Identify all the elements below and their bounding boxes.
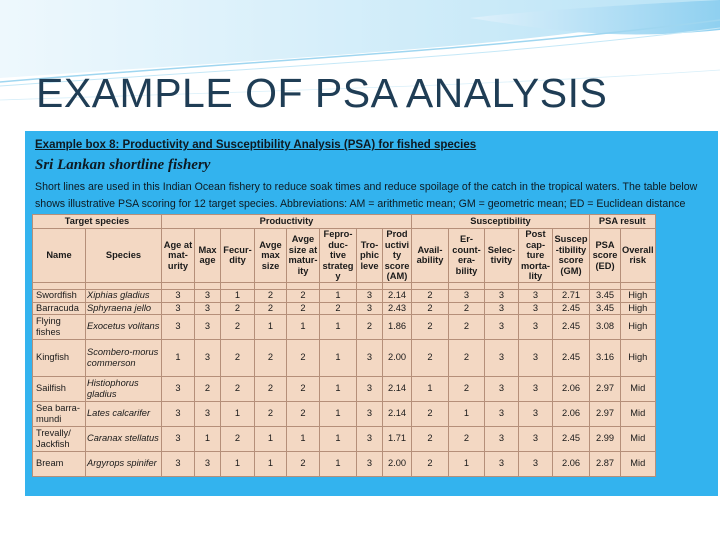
table-cell-value: 3 bbox=[162, 451, 195, 476]
table-cell-name: Bream bbox=[33, 451, 86, 476]
table-cell-value: 3 bbox=[162, 376, 195, 401]
table-cell-value: 2.14 bbox=[383, 376, 412, 401]
table-cell-value: 2 bbox=[221, 302, 255, 314]
table-cell-value: 2 bbox=[221, 376, 255, 401]
column-header: Species bbox=[86, 229, 162, 283]
table-cell-value: 3 bbox=[357, 289, 383, 302]
table-cell-name: Kingfish bbox=[33, 339, 86, 376]
table-cell-value: 3 bbox=[485, 426, 519, 451]
table-row bbox=[33, 302, 656, 314]
table-cell-species: Argyrops spinifer bbox=[86, 451, 162, 476]
column-header: Fepro-duc-tive strateg y bbox=[320, 229, 357, 283]
column-header: Selec-tivity bbox=[485, 229, 519, 283]
column-header: Max age bbox=[195, 229, 221, 283]
table-cell-value: 1 bbox=[320, 451, 357, 476]
table-cell-value: 3 bbox=[485, 339, 519, 376]
table-cell-value: 2 bbox=[320, 302, 357, 314]
table-cell-value: 2.06 bbox=[553, 401, 590, 426]
column-header: Prod uctivi ty score (AM) bbox=[383, 229, 412, 283]
table-cell-name: Trevally/ Jackfish bbox=[33, 426, 86, 451]
table-row bbox=[33, 376, 656, 401]
table-cell-value: High bbox=[621, 289, 656, 302]
table-cell-value: 2 bbox=[255, 289, 287, 302]
table-cell-value: 1 bbox=[255, 314, 287, 339]
table-cell-value: 1 bbox=[412, 376, 449, 401]
table-cell-value: 3 bbox=[162, 314, 195, 339]
table-cell-value: 3 bbox=[357, 401, 383, 426]
table-cell-value: 2.06 bbox=[553, 451, 590, 476]
table-cell-value: 3 bbox=[485, 376, 519, 401]
table-cell-value: 2 bbox=[255, 302, 287, 314]
table-cell-value: 3 bbox=[519, 401, 553, 426]
table-cell-value: 1 bbox=[287, 314, 320, 339]
table-cell-value: 1 bbox=[320, 289, 357, 302]
table-cell-value: 3 bbox=[162, 401, 195, 426]
table-cell-value: 2 bbox=[412, 289, 449, 302]
group-header-productivity: Productivity bbox=[162, 215, 412, 229]
table-cell-value: 1 bbox=[449, 451, 485, 476]
table-cell-value: 1 bbox=[255, 426, 287, 451]
table-cell-value: High bbox=[621, 339, 656, 376]
table-cell-value: 1 bbox=[320, 376, 357, 401]
table-cell-value: 3 bbox=[195, 302, 221, 314]
table-cell-name: Barracuda bbox=[33, 302, 86, 314]
table-cell-value: Mid bbox=[621, 401, 656, 426]
table-cell-value: 3 bbox=[195, 451, 221, 476]
table-cell-value: 3 bbox=[357, 426, 383, 451]
table-cell-value: 3 bbox=[357, 339, 383, 376]
column-header: Tro-phic leve bbox=[357, 229, 383, 283]
table-cell-value: 2.00 bbox=[383, 339, 412, 376]
table-body bbox=[33, 289, 656, 476]
table-cell-value: 1 bbox=[162, 339, 195, 376]
table-cell-value: 2.45 bbox=[553, 426, 590, 451]
table-cell-value: 3.16 bbox=[590, 339, 621, 376]
table-cell-species: Exocetus volitans bbox=[86, 314, 162, 339]
table-cell-value: 2.87 bbox=[590, 451, 621, 476]
box-intro-text: Short lines are used in this Indian Ocean fishery to reduce soak times and reduce spoilage of the catch in the tropical waters. The table below shows illustrative PSA scoring for 12 target species. Abbreviations: AM = arithmetic mean; GM = geometric mean; ED = Euclidean distance bbox=[35, 181, 698, 210]
table-cell-value: 1 bbox=[320, 401, 357, 426]
table-cell-value: 2 bbox=[412, 314, 449, 339]
table-cell-value: 3.45 bbox=[590, 302, 621, 314]
table-cell-name: Swordfish bbox=[33, 289, 86, 302]
table-cell-value: 1 bbox=[255, 451, 287, 476]
table-cell-value: 2.45 bbox=[553, 314, 590, 339]
psa-table bbox=[32, 214, 656, 477]
table-cell-species: Xiphias gladius bbox=[86, 289, 162, 302]
table-cell-value: 2.14 bbox=[383, 401, 412, 426]
table-cell-species: Histiophorus gladius bbox=[86, 376, 162, 401]
table-cell-value: Mid bbox=[621, 426, 656, 451]
table-cell-value: 1 bbox=[449, 401, 485, 426]
column-header: Avge max size bbox=[255, 229, 287, 283]
column-header: Avge size at matur-ity bbox=[287, 229, 320, 283]
table-cell-value: 2.45 bbox=[553, 339, 590, 376]
table-cell-value: 1 bbox=[320, 339, 357, 376]
table-cell-value: 3 bbox=[519, 339, 553, 376]
table-cell-value: 3 bbox=[485, 314, 519, 339]
table-cell-value: 3 bbox=[162, 426, 195, 451]
group-header-susceptibility: Susceptibility bbox=[412, 215, 590, 229]
table-cell-value: 2 bbox=[449, 426, 485, 451]
table-cell-value: 3 bbox=[449, 289, 485, 302]
column-header: Fecur-dity bbox=[221, 229, 255, 283]
table-cell-value: 3 bbox=[519, 314, 553, 339]
table-cell-value: 2 bbox=[255, 376, 287, 401]
table-row bbox=[33, 451, 656, 476]
table-cell-value: 3 bbox=[519, 426, 553, 451]
table-cell-name: Flying fishes bbox=[33, 314, 86, 339]
table-cell-value: 2.45 bbox=[553, 302, 590, 314]
table-cell-value: 2 bbox=[255, 339, 287, 376]
table-cell-species: Scombero-morus commerson bbox=[86, 339, 162, 376]
table-cell-value: 3 bbox=[485, 302, 519, 314]
example-box bbox=[25, 131, 718, 496]
table-cell-value: 2 bbox=[412, 451, 449, 476]
table-row bbox=[33, 401, 656, 426]
table-cell-value: 2 bbox=[221, 339, 255, 376]
table-cell-value: 3 bbox=[357, 376, 383, 401]
box-heading: Example box 8: Productivity and Susceptibility Analysis (PSA) for fished species bbox=[35, 139, 477, 151]
table-cell-name: Sailfish bbox=[33, 376, 86, 401]
table-row bbox=[33, 426, 656, 451]
table-cell-value: 2 bbox=[449, 314, 485, 339]
table-cell-value: 2 bbox=[221, 426, 255, 451]
table-row bbox=[33, 339, 656, 376]
table-cell-value: 2 bbox=[287, 339, 320, 376]
table-cell-value: 3 bbox=[485, 451, 519, 476]
table-spacer-row bbox=[33, 282, 656, 289]
table-cell-value: 2 bbox=[287, 401, 320, 426]
table-cell-value: 1.71 bbox=[383, 426, 412, 451]
table-cell-value: 2 bbox=[195, 376, 221, 401]
table-cell-value: 2 bbox=[449, 376, 485, 401]
table-cell-value: 3 bbox=[519, 302, 553, 314]
table-cell-value: 2 bbox=[357, 314, 383, 339]
table-cell-value: 2 bbox=[412, 401, 449, 426]
table-cell-value: 2 bbox=[412, 339, 449, 376]
box-subheading: Sri Lankan shortline fishery bbox=[35, 157, 211, 173]
table-cell-value: 3 bbox=[195, 289, 221, 302]
table-cell-value: 2.14 bbox=[383, 289, 412, 302]
table-cell-value: 2.71 bbox=[553, 289, 590, 302]
table-cell-value: 2 bbox=[221, 314, 255, 339]
table-cell-value: 3 bbox=[519, 289, 553, 302]
table-cell-value: 3 bbox=[195, 314, 221, 339]
table-cell-value: 1 bbox=[320, 426, 357, 451]
table-group-header-row bbox=[33, 215, 656, 229]
table-cell-value: 3 bbox=[162, 289, 195, 302]
column-header: PSA score (ED) bbox=[590, 229, 621, 283]
table-cell-species: Sphyraena jello bbox=[86, 302, 162, 314]
table-cell-value: 2 bbox=[287, 289, 320, 302]
table-cell-species: Caranax stellatus bbox=[86, 426, 162, 451]
group-header-target-species: Target species bbox=[33, 215, 162, 229]
table-cell-value: 1 bbox=[287, 426, 320, 451]
table-cell-value: 2 bbox=[449, 302, 485, 314]
table-cell-value: 2 bbox=[287, 376, 320, 401]
column-header: Overall risk bbox=[621, 229, 656, 283]
column-header: Name bbox=[33, 229, 86, 283]
table-cell-value: 1.86 bbox=[383, 314, 412, 339]
table-cell-value: 1 bbox=[195, 426, 221, 451]
column-header: Age at mat-urity bbox=[162, 229, 195, 283]
table-cell-value: 3 bbox=[162, 302, 195, 314]
table-cell-value: Mid bbox=[621, 451, 656, 476]
table-cell-value: 2.97 bbox=[590, 401, 621, 426]
table-cell-value: Mid bbox=[621, 376, 656, 401]
table-cell-value: 1 bbox=[320, 314, 357, 339]
column-header: Avail-ability bbox=[412, 229, 449, 283]
table-cell-value: 3 bbox=[195, 401, 221, 426]
table-cell-value: 2 bbox=[412, 302, 449, 314]
table-cell-value: 2.43 bbox=[383, 302, 412, 314]
table-cell-value: 2 bbox=[449, 339, 485, 376]
table-cell-value: 2.06 bbox=[553, 376, 590, 401]
table-cell-value: High bbox=[621, 302, 656, 314]
table-row bbox=[33, 289, 656, 302]
table-cell-value: 3 bbox=[195, 339, 221, 376]
column-header: Suscep -tibility score (GM) bbox=[553, 229, 590, 283]
table-cell-value: 3.08 bbox=[590, 314, 621, 339]
table-cell-value: 2.99 bbox=[590, 426, 621, 451]
table-cell-species: Lates calcarifer bbox=[86, 401, 162, 426]
table-cell-value: 3 bbox=[485, 401, 519, 426]
table-cell-value: High bbox=[621, 314, 656, 339]
table-cell-value: 2 bbox=[287, 451, 320, 476]
table-cell-value: 3 bbox=[357, 302, 383, 314]
table-cell-value: 1 bbox=[221, 401, 255, 426]
column-header: Post cap-ture morta-lity bbox=[519, 229, 553, 283]
table-cell-value: 3.45 bbox=[590, 289, 621, 302]
table-cell-value: 1 bbox=[221, 289, 255, 302]
table-cell-value: 3 bbox=[357, 451, 383, 476]
table-cell-value: 3 bbox=[519, 451, 553, 476]
table-cell-value: 2.00 bbox=[383, 451, 412, 476]
table-cell-name: Sea barra-mundi bbox=[33, 401, 86, 426]
table-cell-value: 2 bbox=[255, 401, 287, 426]
table-cell-value: 2 bbox=[287, 302, 320, 314]
table-cell-value: 3 bbox=[519, 376, 553, 401]
table-cell-value: 1 bbox=[221, 451, 255, 476]
slide-title: EXAMPLE OF PSA ANALYSIS bbox=[36, 70, 608, 116]
table-row bbox=[33, 314, 656, 339]
table-cell-value: 2 bbox=[412, 426, 449, 451]
table-cell-value: 2.97 bbox=[590, 376, 621, 401]
group-header-psa-result: PSA result bbox=[590, 215, 656, 229]
table-column-header-row bbox=[33, 229, 656, 283]
column-header: Er-count-era-bility bbox=[449, 229, 485, 283]
table-cell-value: 3 bbox=[485, 289, 519, 302]
